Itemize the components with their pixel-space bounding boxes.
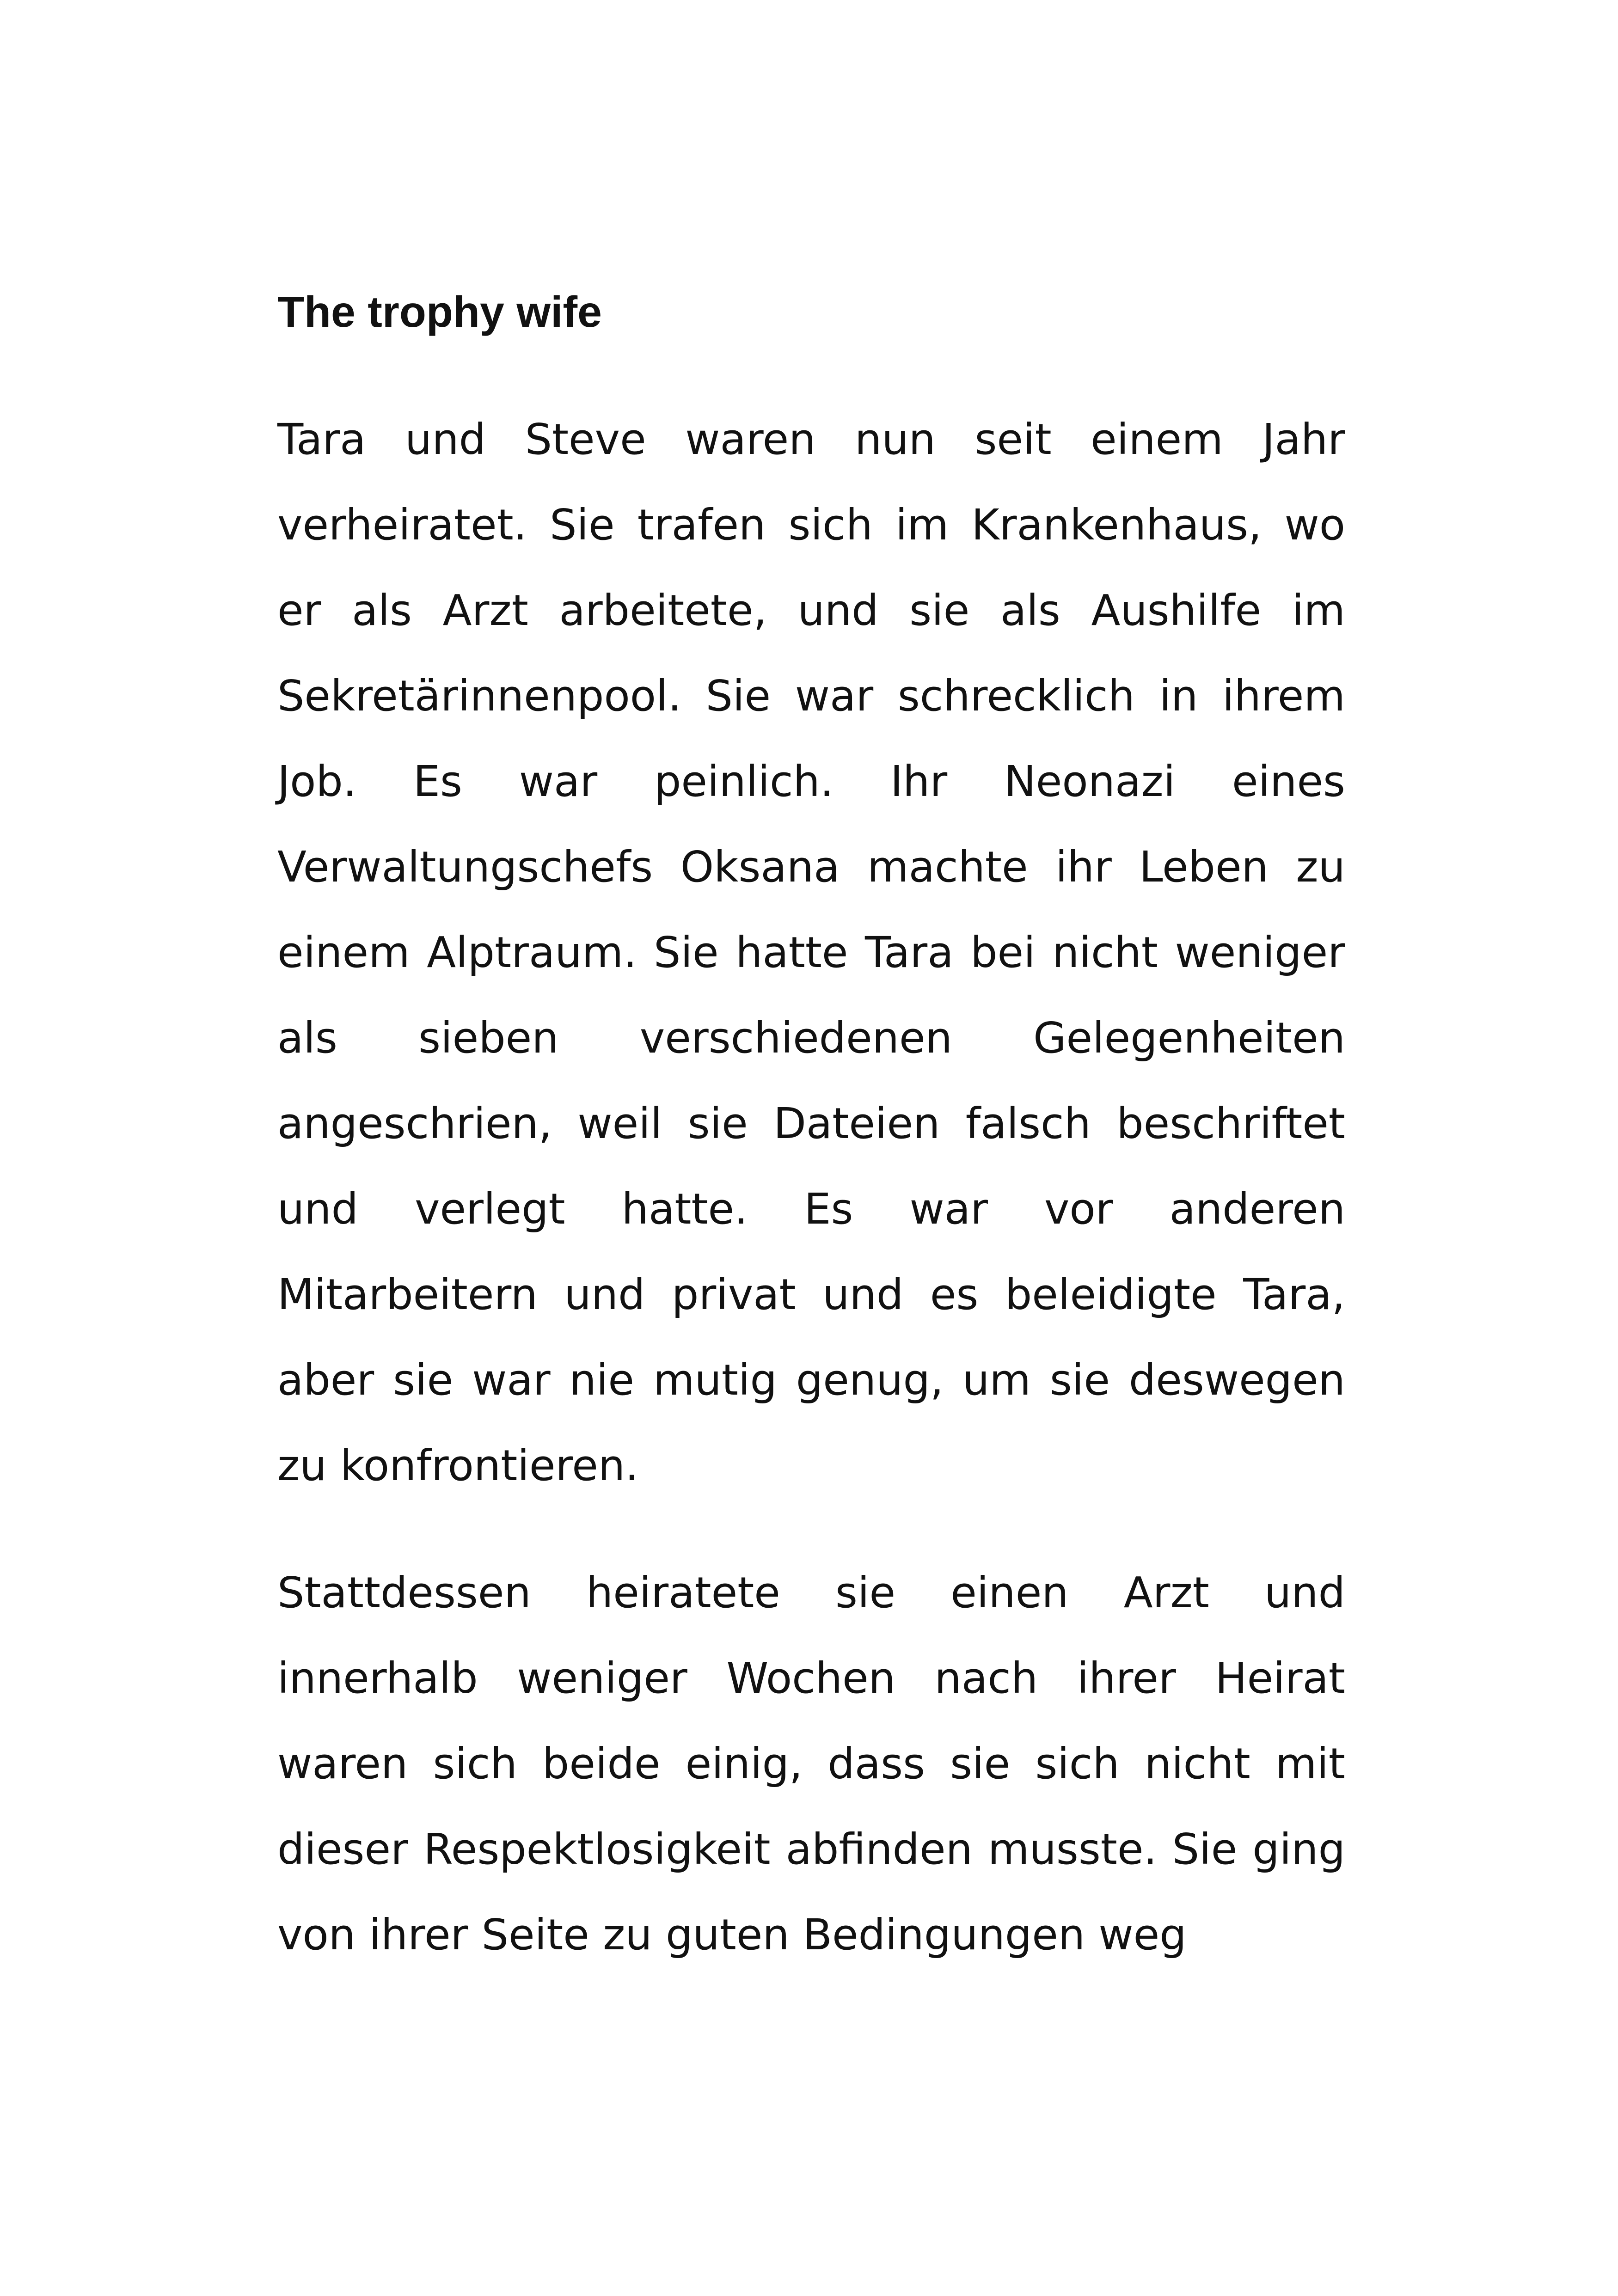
paragraph-1: Tara und Steve waren nun seit einem Jahr verheiratet. Sie trafen sich im Krankenhaus, wo er als Arzt arbeitete, und sie als Aushilfe im Sekretärinnenpool. Sie war schrecklich in ihrem Job. Es war peinlich. Ihr Neonazi eines Verwaltungschefs Oksana machte ihr Leben zu einem Alptraum. Sie hatte Tara bei nicht weniger als sieben verschiedenen Gelegenheiten angeschrien, weil sie Dateien falsch beschriftet und verlegt hatte. Es war vor anderen Mitarbeitern und privat und es beleidigte Tara, aber sie war nie mutig genug, um sie deswegen zu konfrontieren. — [277, 415, 1345, 1490]
paragraph-2: Stattdessen heiratete sie einen Arzt und innerhalb weniger Wochen nach ihrer Heirat waren sich beide einig, dass sie sich nicht mit dieser Respektlosigkeit abfinden musste. Sie ging von ihrer Seite zu guten Bedingungen weg — [277, 1568, 1345, 1959]
document-body — [277, 277, 1345, 2019]
document-title: The trophy wife — [277, 288, 602, 337]
